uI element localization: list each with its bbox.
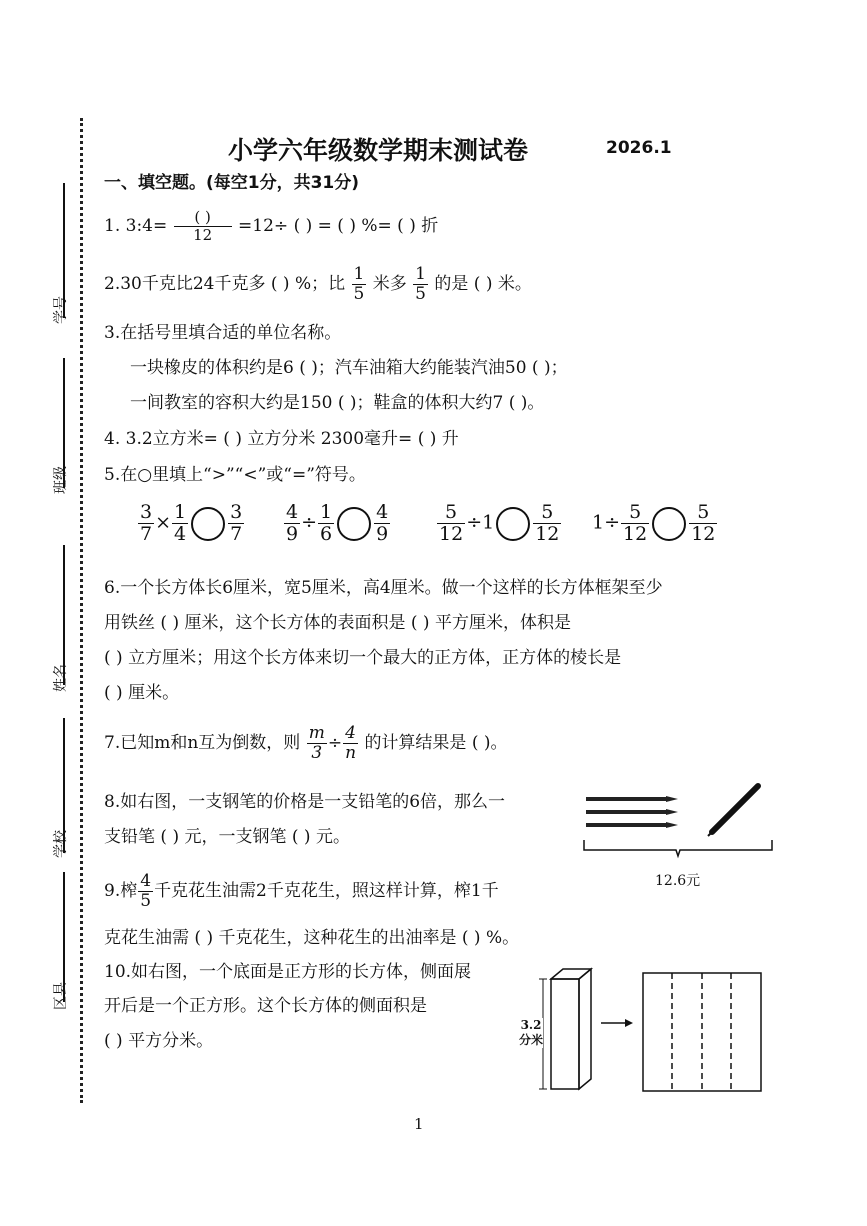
q5e1-b-den: 4: [174, 523, 187, 545]
question-9-line-1: [104, 873, 499, 910]
exam-date: 2026.1: [606, 138, 672, 158]
question-10-line-2: 开后是一个正方形。这个长方体的侧面积是: [104, 996, 427, 1016]
q5e1-c: [228, 503, 244, 544]
q5e4-b: [621, 503, 649, 544]
q5e3-answer-circle[interactable]: [496, 507, 530, 541]
pencil-icon: [586, 809, 678, 815]
pen-icon: [708, 786, 758, 836]
q1-fraction: [174, 210, 232, 243]
unfolded-square-shape: [643, 973, 761, 1091]
q5e1-op: ×: [155, 511, 172, 534]
q5e2-c: [374, 503, 390, 544]
q5e3-op: ÷1: [466, 511, 495, 534]
q5e2-c-num: 4: [376, 501, 389, 523]
margin-label-school: 学校: [53, 830, 69, 858]
page-title: 小学六年级数学期末测试卷: [228, 136, 529, 165]
q5e1-c-num: 3: [230, 501, 243, 523]
q1-suffix: =12÷ ( ) = ( ) %= ( ) 折: [238, 216, 439, 236]
q5e4-c: [689, 503, 717, 544]
question-6-line-1: 6.一个长方体长6厘米，宽5厘米，高4厘米。做一个这样的长方体框架至少: [104, 578, 663, 598]
q1-fraction-denominator: 12: [193, 226, 213, 244]
q2-fraction-2: [413, 266, 428, 303]
q7-fraction-2: [343, 725, 358, 762]
margin-label-student-id: 学号: [53, 296, 69, 324]
q5-expression-2: [283, 503, 391, 544]
q5-expression-3: [436, 503, 562, 544]
q5e1-b: [172, 503, 188, 544]
question-1: [104, 210, 438, 243]
q8-figure-label: 12.6元: [655, 873, 701, 889]
q9-suffix: 千克花生油需2千克花生，照这样计算，榨1千: [154, 881, 499, 901]
question-3-line-2: 一间教室的容积大约是150 ( )；鞋盒的体积大约7 ( )。: [130, 393, 545, 413]
q5e3-c: [533, 503, 561, 544]
q5e3-a-den: 12: [439, 523, 464, 545]
q5-expression-1: [137, 503, 245, 544]
question-4: 4. 3.2立方米= ( ) 立方分米 2300毫升= ( ) 升: [104, 429, 459, 449]
q5e1-b-num: 1: [174, 501, 187, 523]
q5e1-c-den: 7: [230, 523, 243, 545]
q10-dimension-value: 3.2: [520, 1018, 542, 1032]
brace-icon: [584, 840, 772, 856]
q5e2-a-den: 9: [286, 523, 299, 545]
q2-f2-den: 5: [415, 284, 426, 304]
q5e3-a-num: 5: [437, 503, 465, 524]
arrow-right-icon: [601, 1019, 633, 1027]
question-10-line-3: ( ) 平方分米。: [104, 1031, 214, 1051]
q10-dimension-label: [519, 1018, 543, 1048]
q7-op: ÷: [327, 733, 343, 753]
question-8-line-2: 支铅笔 ( ) 元，一支钢笔 ( ) 元。: [104, 827, 350, 847]
q1-fraction-numerator: ( ): [174, 210, 232, 227]
q5e2-a-num: 4: [286, 501, 299, 523]
q5e4-c-den: 12: [691, 523, 716, 545]
question-3-title: 3.在括号里填合适的单位名称。: [104, 323, 342, 343]
q5e4-b-num: 5: [621, 503, 649, 524]
question-2: [104, 266, 532, 303]
q7-prefix: 7.已知m和n互为倒数，则: [104, 733, 301, 753]
q7-f2-num: 4: [343, 725, 358, 744]
q2-f1-den: 5: [353, 284, 365, 304]
cuboid-shape: [551, 969, 591, 1089]
pencil-icon: [586, 796, 678, 802]
margin-label-district: 区县: [53, 982, 69, 1010]
q2-middle: 米多: [372, 274, 407, 294]
q9-prefix: 9.榨: [104, 881, 138, 901]
q5e4-c-num: 5: [689, 503, 717, 524]
q5e3-a: [437, 503, 465, 544]
q2-suffix: 的是 ( ) 米。: [434, 274, 532, 294]
q5e2-op: ÷: [301, 511, 318, 534]
q5e2-b: [318, 503, 334, 544]
q7-f1-num: m: [308, 723, 325, 743]
q9-fraction: [138, 873, 153, 910]
page-number: 1: [414, 1115, 424, 1133]
q2-prefix: 2.30千克比24千克多 ( ) %；比: [104, 274, 346, 294]
q5e3-c-den: 12: [535, 523, 560, 545]
question-6-line-2: 用铁丝 ( ) 厘米，这个长方体的表面积是 ( ) 平方厘米，体积是: [104, 613, 571, 633]
q9-f-num: 4: [140, 871, 152, 891]
q5e4-b-den: 12: [623, 523, 648, 545]
q7-suffix: 的计算结果是 ( )。: [364, 733, 508, 753]
q7-f2-den: n: [345, 743, 357, 763]
q5e4-prefix: 1÷: [592, 511, 621, 534]
q5e1-answer-circle[interactable]: [191, 507, 225, 541]
q5e2-answer-circle[interactable]: [337, 507, 371, 541]
margin-label-name: 姓名: [53, 664, 69, 692]
q5-expression-4: [592, 503, 718, 544]
q5e2-a: [284, 503, 300, 544]
section-heading-fill-in: 一、填空题。(每空1分，共31分): [104, 173, 360, 193]
q1-prefix: 1. 3:4=: [104, 216, 168, 236]
question-9-line-2: 克花生油需 ( ) 千克花生，这种花生的出油率是 ( ) %。: [104, 928, 520, 948]
pencil-icon: [586, 822, 678, 828]
q5e2-c-den: 9: [376, 523, 389, 545]
question-5-title: 5.在○里填上“>”“<”或“=”符号。: [104, 465, 366, 485]
q9-f-den: 5: [140, 891, 152, 911]
binding-dotted-line: [80, 118, 83, 1103]
q5e4-answer-circle[interactable]: [652, 507, 686, 541]
q7-f1-den: 3: [311, 743, 323, 763]
question-6-line-3: ( ) 立方厘米；用这个长方体来切一个最大的正方体，正方体的棱长是: [104, 648, 622, 668]
q2-f2-num: 1: [415, 264, 426, 284]
q5e3-c-num: 5: [533, 503, 561, 524]
q7-fraction-1: [307, 725, 327, 762]
question-8-line-1: 8.如右图，一支钢笔的价格是一支铅笔的6倍，那么一: [104, 792, 506, 812]
q10-figure-cuboid-net: [515, 965, 770, 1095]
q2-f1-num: 1: [353, 264, 365, 284]
question-10-line-1: 10.如右图，一个底面是正方形的长方体，侧面展: [104, 962, 472, 982]
question-7: [104, 725, 508, 762]
question-3-line-1: 一块橡皮的体积约是6 ( )；汽车油箱大约能装汽油50 ( )；: [130, 358, 568, 378]
q2-fraction-1: [352, 266, 367, 303]
q5e1-a: [138, 503, 154, 544]
q5e2-b-num: 1: [320, 501, 333, 523]
q10-dimension-unit: 分米: [519, 1033, 544, 1047]
q5e1-a-den: 7: [140, 523, 153, 545]
q5e1-a-num: 3: [140, 501, 153, 523]
question-6-line-4: ( ) 厘米。: [104, 683, 180, 703]
margin-label-class: 班级: [53, 466, 69, 494]
q5e2-b-den: 6: [320, 523, 333, 545]
